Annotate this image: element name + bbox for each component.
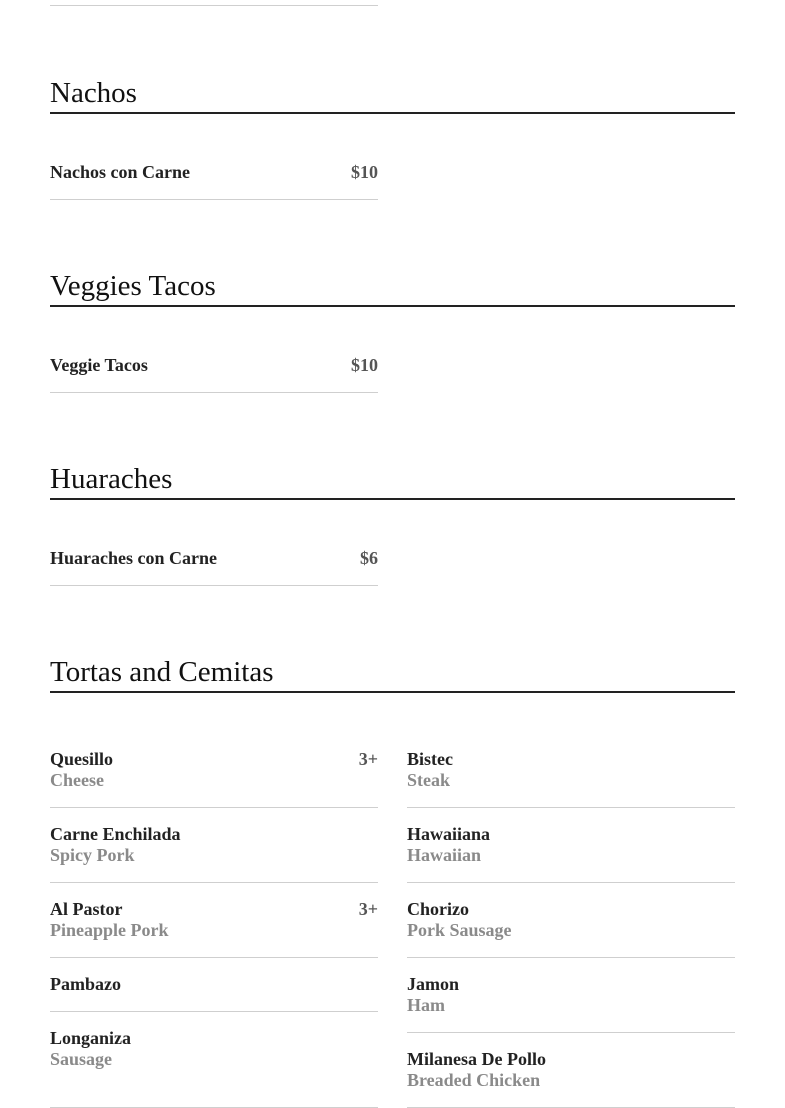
menu-item[interactable] <box>50 1012 378 1108</box>
item-translation: Steak <box>407 770 451 790</box>
right-column <box>407 741 735 1108</box>
menu-item[interactable] <box>50 958 378 1012</box>
divider <box>50 5 378 6</box>
menu-item[interactable] <box>407 883 735 958</box>
left-column <box>50 154 378 200</box>
item-name: Milanesa De Pollo <box>407 1049 546 1069</box>
item-price: $10 <box>351 355 378 375</box>
item-name: Bistec <box>407 749 453 769</box>
item-price: 3+ <box>358 749 378 769</box>
item-name: Hawaiiana <box>407 824 491 844</box>
section-title: Tortas and Cemitas <box>50 655 735 693</box>
item-name: Jamon <box>407 974 460 994</box>
item-name: Pambazo <box>50 974 121 994</box>
section-title: Nachos <box>50 76 735 114</box>
menu-section-huaraches <box>50 462 735 586</box>
left-column <box>50 741 378 1108</box>
menu-item[interactable] <box>50 741 378 808</box>
menu-item[interactable] <box>407 958 735 1033</box>
item-translation: Pork Sausage <box>407 920 512 940</box>
right-column <box>407 154 735 200</box>
item-translation: Breaded Chicken <box>407 1070 541 1090</box>
right-column <box>407 540 735 586</box>
item-price: $6 <box>360 548 378 568</box>
item-name: Carne Enchilada <box>50 824 181 844</box>
section-title: Huaraches <box>50 462 735 500</box>
item-translation: Cheese <box>50 770 104 790</box>
menu-section-tortas-and-cemitas <box>50 655 735 1108</box>
left-column <box>50 347 378 393</box>
item-translation: Ham <box>407 995 445 1015</box>
item-translation: Hawaiian <box>407 845 482 865</box>
menu-item[interactable] <box>407 741 735 808</box>
menu-section-veggies-tacos <box>50 269 735 393</box>
item-name: Longaniza <box>50 1028 132 1048</box>
menu-item[interactable] <box>50 347 378 393</box>
menu-item[interactable] <box>407 1033 735 1108</box>
menu-item[interactable] <box>407 808 735 883</box>
section-title: Veggies Tacos <box>50 269 735 307</box>
item-name: Huaraches con Carne <box>50 548 217 568</box>
item-translation: Spicy Pork <box>50 845 135 865</box>
item-name: Nachos con Carne <box>50 162 190 182</box>
menu-item[interactable] <box>50 808 378 883</box>
right-column <box>407 347 735 393</box>
item-name: Quesillo <box>50 749 114 769</box>
menu-item[interactable] <box>50 540 378 586</box>
item-name: Al Pastor <box>50 899 123 919</box>
menu-item[interactable] <box>50 883 378 958</box>
item-translation: Sausage <box>50 1049 113 1069</box>
item-price: 3+ <box>358 899 378 919</box>
item-name: Veggie Tacos <box>50 355 148 375</box>
menu-section-nachos <box>50 76 735 200</box>
item-name: Chorizo <box>407 899 469 919</box>
left-column <box>50 540 378 586</box>
menu-item[interactable] <box>50 154 378 200</box>
item-translation: Pineapple Pork <box>50 920 169 940</box>
item-price: $10 <box>351 162 378 182</box>
